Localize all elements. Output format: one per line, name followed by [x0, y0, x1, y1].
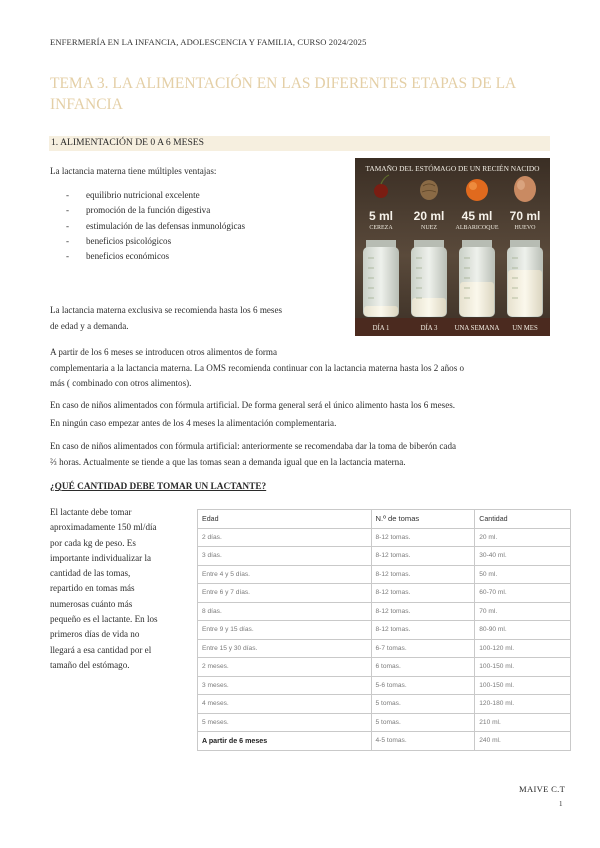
svg-text:NUEZ: NUEZ	[421, 225, 437, 231]
list-item: - beneficios psicológicos	[66, 235, 172, 246]
table-row: A partir de 6 meses 4-5 tomas. 240 ml.	[198, 732, 571, 751]
table-row: Entre 15 y 30 días. 6-7 tomas. 100-120 ml.	[198, 639, 571, 658]
stomach-size-figure	[355, 158, 550, 336]
svg-text:45 ml: 45 ml	[461, 209, 493, 223]
benefits-list	[66, 188, 245, 264]
table-header-row	[198, 510, 571, 529]
header-age: Edad	[198, 510, 372, 529]
svg-text:DÍA 1: DÍA 1	[372, 325, 390, 332]
intro-text: La lactancia materna tiene múltiples ventajas:	[50, 166, 217, 176]
svg-text:70 ml: 70 ml	[509, 209, 541, 223]
section-heading: 1. ALIMENTACIÓN DE 0 A 6 MESES	[51, 137, 205, 148]
formula-paragraph-3: En caso de niños alimentados con fórmula artificial: anteriormente se recomendaba dar la toma de biberón cada ⅔ horas. Actualmente se tiende a que las tomas sean a demanda igual que en la lactancia materna.	[50, 441, 457, 467]
page-number: 1	[559, 800, 563, 808]
figure-title: TAMAÑO DEL ESTÓMAGO DE UN RECIÉN NACIDO	[365, 164, 540, 173]
list-item: - equilibrio nutricional excelente	[66, 190, 200, 200]
formula-paragraph-2: En ningún caso empezar antes de los 4 meses la alimentación complementaria.	[50, 418, 337, 428]
table-row: 2 días. 8-12 tomas. 20 ml.	[198, 528, 571, 547]
svg-text:HUEVO: HUEVO	[514, 225, 536, 231]
svg-text:UNA SEMANA: UNA SEMANA	[454, 325, 500, 332]
page-title: TEMA 3. LA ALIMENTACIÓN EN LAS DIFERENTES ETAPAS DE LA INFANCIA	[50, 75, 516, 113]
apricot-icon	[466, 179, 488, 201]
svg-text:CEREZA: CEREZA	[369, 225, 393, 231]
formula-paragraph-1: En caso de niños alimentados con fórmula artificial. De forma general será el único alimento hasta los 6 meses.	[50, 400, 456, 410]
table-row: 2 meses. 6 tomas. 100-150 ml.	[198, 658, 571, 677]
walnut-icon	[420, 180, 438, 200]
svg-text:5 ml: 5 ml	[368, 209, 394, 223]
exclusive-paragraph: La lactancia materna exclusiva se recomienda hasta los 6 meses de edad y a demanda.	[50, 305, 283, 331]
list-item: - promoción de la función digestiva	[66, 205, 211, 216]
svg-text:UN MES: UN MES	[512, 325, 538, 332]
table-row: Entre 6 y 7 días. 8-12 tomas. 60-70 ml.	[198, 584, 571, 603]
table-row: 8 días. 8-12 tomas. 70 ml.	[198, 602, 571, 621]
header-amount: Cantidad	[475, 510, 571, 529]
table-row: 3 meses. 5-6 tomas. 100-150 ml.	[198, 676, 571, 695]
svg-text:20 ml: 20 ml	[413, 209, 445, 223]
svg-text:DÍA 3: DÍA 3	[420, 325, 438, 332]
table-row: 5 meses. 5 tomas. 210 ml.	[198, 713, 571, 732]
quantity-heading: ¿QUÉ CANTIDAD DEBE TOMAR UN LACTANTE?	[50, 482, 267, 492]
table-row: Entre 9 y 15 días. 8-12 tomas. 80-90 ml.	[198, 621, 571, 640]
footer-author: MAIVE C.T	[519, 784, 566, 794]
from-six-months-paragraph: A partir de los 6 meses se introducen otros alimentos de forma complementaria a la lactancia materna. La OMS recomienda continuar con la lactancia materna hasta los 2 años o más ( combinado con otros alimentos).	[50, 347, 465, 388]
list-item: - beneficios económicos	[66, 251, 170, 262]
course-header: ENFERMERÍA EN LA INFANCIA, ADOLESCENCIA Y FAMILIA, CURSO 2024/2025	[50, 37, 367, 47]
table-row: Entre 4 y 5 días. 8-12 tomas. 50 ml.	[198, 565, 571, 584]
egg-icon	[514, 176, 536, 202]
quantity-text: El lactante debe tomar aproximadamente 150 ml/día por cada kg de peso. Es importante individualizar la cantidad de las tomas, repartido en tomas más numerosas cuánto más pequeño es el lactante. En los primeros días de vida no llegará a esa cantidad por el tamaño del estómago.	[50, 507, 158, 670]
table-row: 4 meses. 5 tomas. 120-180 ml.	[198, 695, 571, 714]
cherry-icon	[374, 184, 388, 198]
header-feeds: N.º de tomas	[371, 510, 475, 529]
svg-text:ALBARICOQUE: ALBARICOQUE	[455, 225, 499, 231]
table-row: 3 días. 8-12 tomas. 30-40 ml.	[198, 547, 571, 566]
feeding-table	[197, 509, 571, 751]
list-item: - estimulación de las defensas inmunológicas	[66, 220, 246, 231]
